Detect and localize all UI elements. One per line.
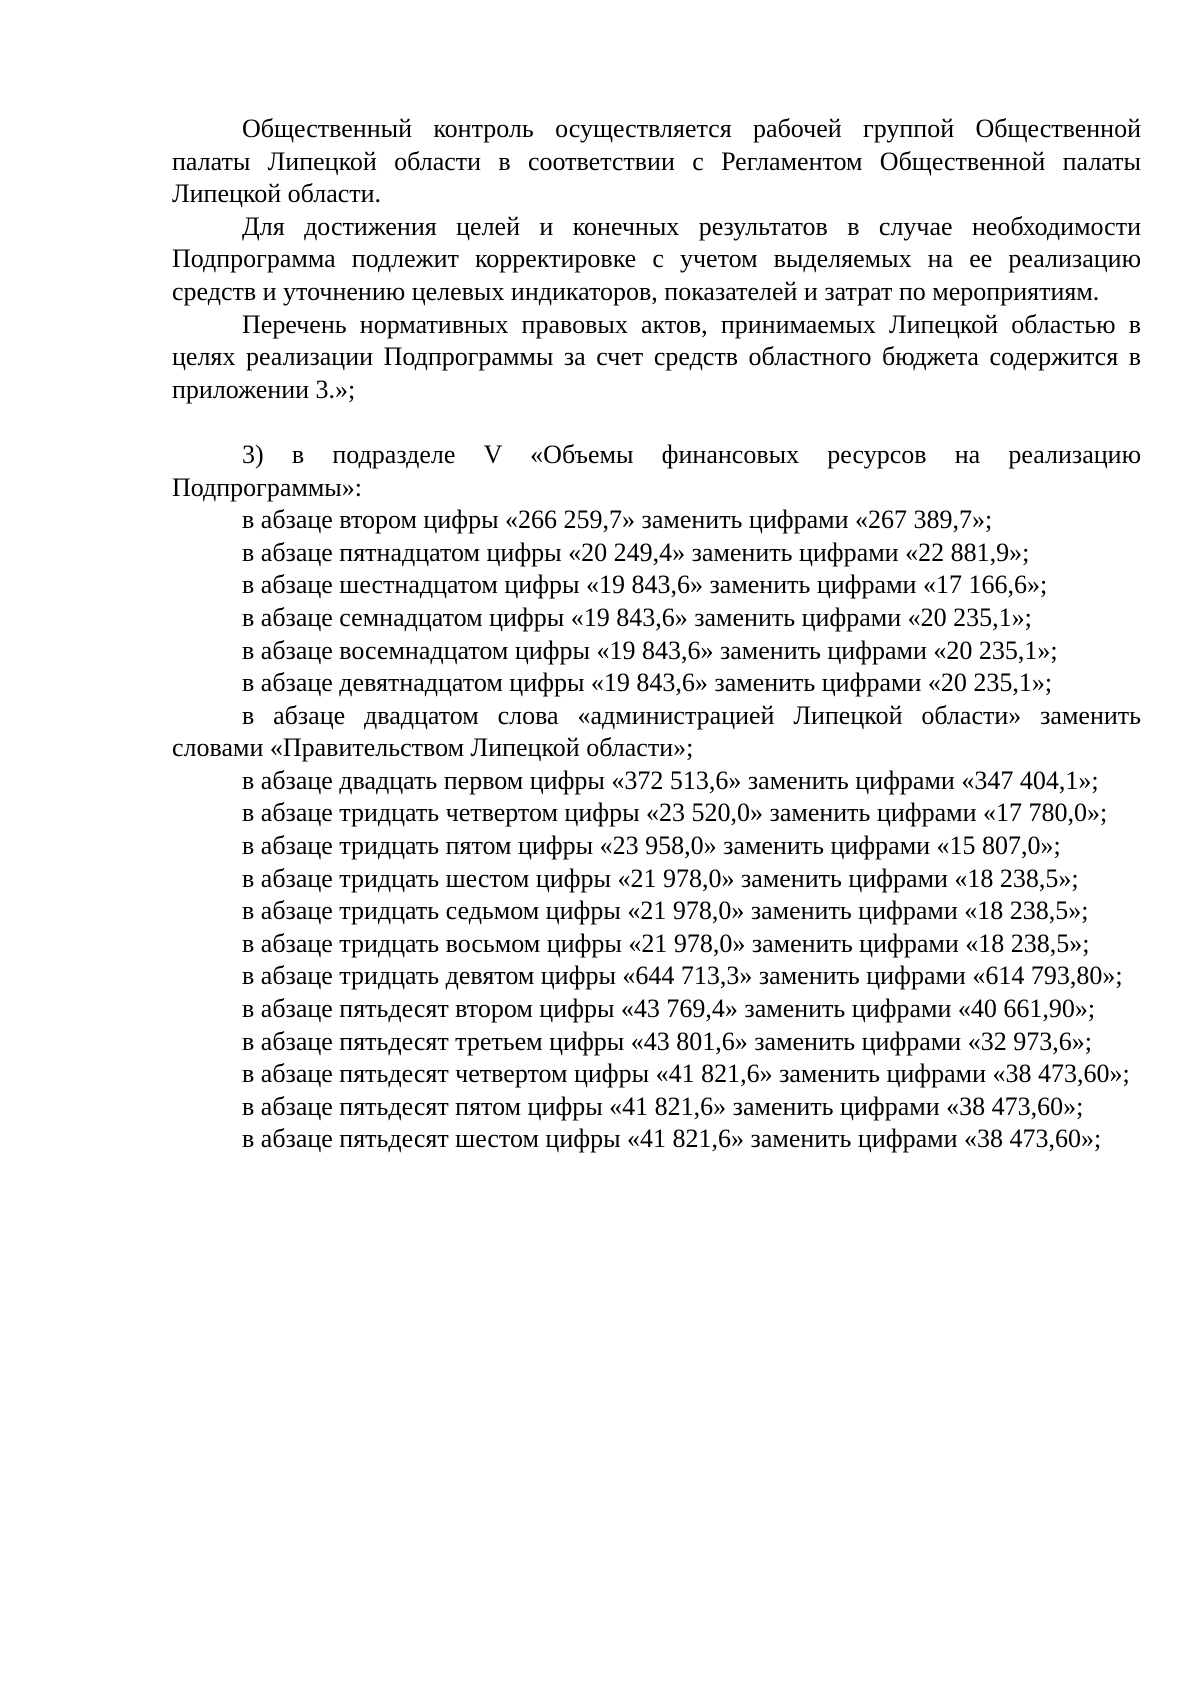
amendment-item: в абзаце шестнадцатом цифры «19 843,6» заменить цифрами «17 166,6»;: [242, 570, 1048, 600]
amendment-item: в абзаце пятьдесят четвертом цифры «41 821,6» заменить цифрами «38 473,60»;: [242, 1059, 1130, 1089]
amendment-item: в абзаце втором цифры «266 259,7» заменить цифрами «267 389,7»;: [242, 505, 993, 535]
amendment-item: в абзаце двадцатом слова «администрацией Липецкой области» заменить словами «Правительством Липецкой области»;: [172, 700, 1141, 763]
amendment-item: в абзаце девятнадцатом цифры «19 843,6» заменить цифрами «20 235,1»;: [242, 668, 1053, 698]
amendment-item: в абзаце тридцать седьмом цифры «21 978,0» заменить цифрами «18 238,5»;: [242, 896, 1089, 926]
amendment-item: в абзаце восемнадцатом цифры «19 843,6» заменить цифрами «20 235,1»;: [242, 635, 1058, 665]
amendment-item: в абзаце двадцать первом цифры «372 513,6» заменить цифрами «347 404,1»;: [242, 765, 1099, 795]
amendment-item: в абзаце пятьдесят пятом цифры «41 821,6» заменить цифрами «38 473,60»;: [242, 1091, 1084, 1121]
amendment-item: в абзаце тридцать восьмом цифры «21 978,0» заменить цифрами «18 238,5»;: [242, 928, 1090, 958]
paragraph-legal-acts-list: Перечень нормативных правовых актов, принимаемых Липецкой областью в целях реализации Подпрограммы за счет средств областного бюджета содержится в приложении 3.»;: [172, 309, 1141, 404]
paragraph-program-adjustment: Для достижения целей и конечных результатов в случае необходимости Подпрограмма подлежит корректировке с учетом выделяемых на ее реализацию средств и уточнению целевых индикаторов, показателей и затрат по мероприятиям.: [172, 211, 1141, 306]
amendment-item: в абзаце тридцать пятом цифры «23 958,0» заменить цифрами «15 807,0»;: [242, 831, 1061, 861]
paragraph-subsection-v-intro: 3) в подразделе V «Объемы финансовых ресурсов на реализацию Подпрограммы»:: [172, 439, 1141, 502]
amendment-item: в абзаце пятьдесят шестом цифры «41 821,6» заменить цифрами «38 473,60»;: [242, 1124, 1102, 1154]
amendment-item: в абзаце тридцать девятом цифры «644 713,3» заменить цифрами «614 793,80»;: [242, 961, 1123, 991]
document-body: [172, 113, 1141, 1156]
amendment-item: в абзаце пятнадцатом цифры «20 249,4» заменить цифрами «22 881,9»;: [242, 537, 1030, 567]
paragraph-public-control: Общественный контроль осуществляется рабочей группой Общественной палаты Липецкой области в соответствии с Регламентом Общественной палаты Липецкой области.: [172, 114, 1141, 209]
amendment-item: в абзаце тридцать четвертом цифры «23 520,0» заменить цифрами «17 780,0»;: [242, 798, 1108, 828]
amendment-item: в абзаце пятьдесят втором цифры «43 769,4» заменить цифрами «40 661,90»;: [242, 994, 1096, 1024]
amendment-item: в абзаце тридцать шестом цифры «21 978,0» заменить цифрами «18 238,5»;: [242, 863, 1079, 893]
amendment-item: в абзаце пятьдесят третьем цифры «43 801,6» заменить цифрами «32 973,6»;: [242, 1026, 1092, 1056]
amendment-item: в абзаце семнадцатом цифры «19 843,6» заменить цифрами «20 235,1»;: [242, 602, 1032, 632]
